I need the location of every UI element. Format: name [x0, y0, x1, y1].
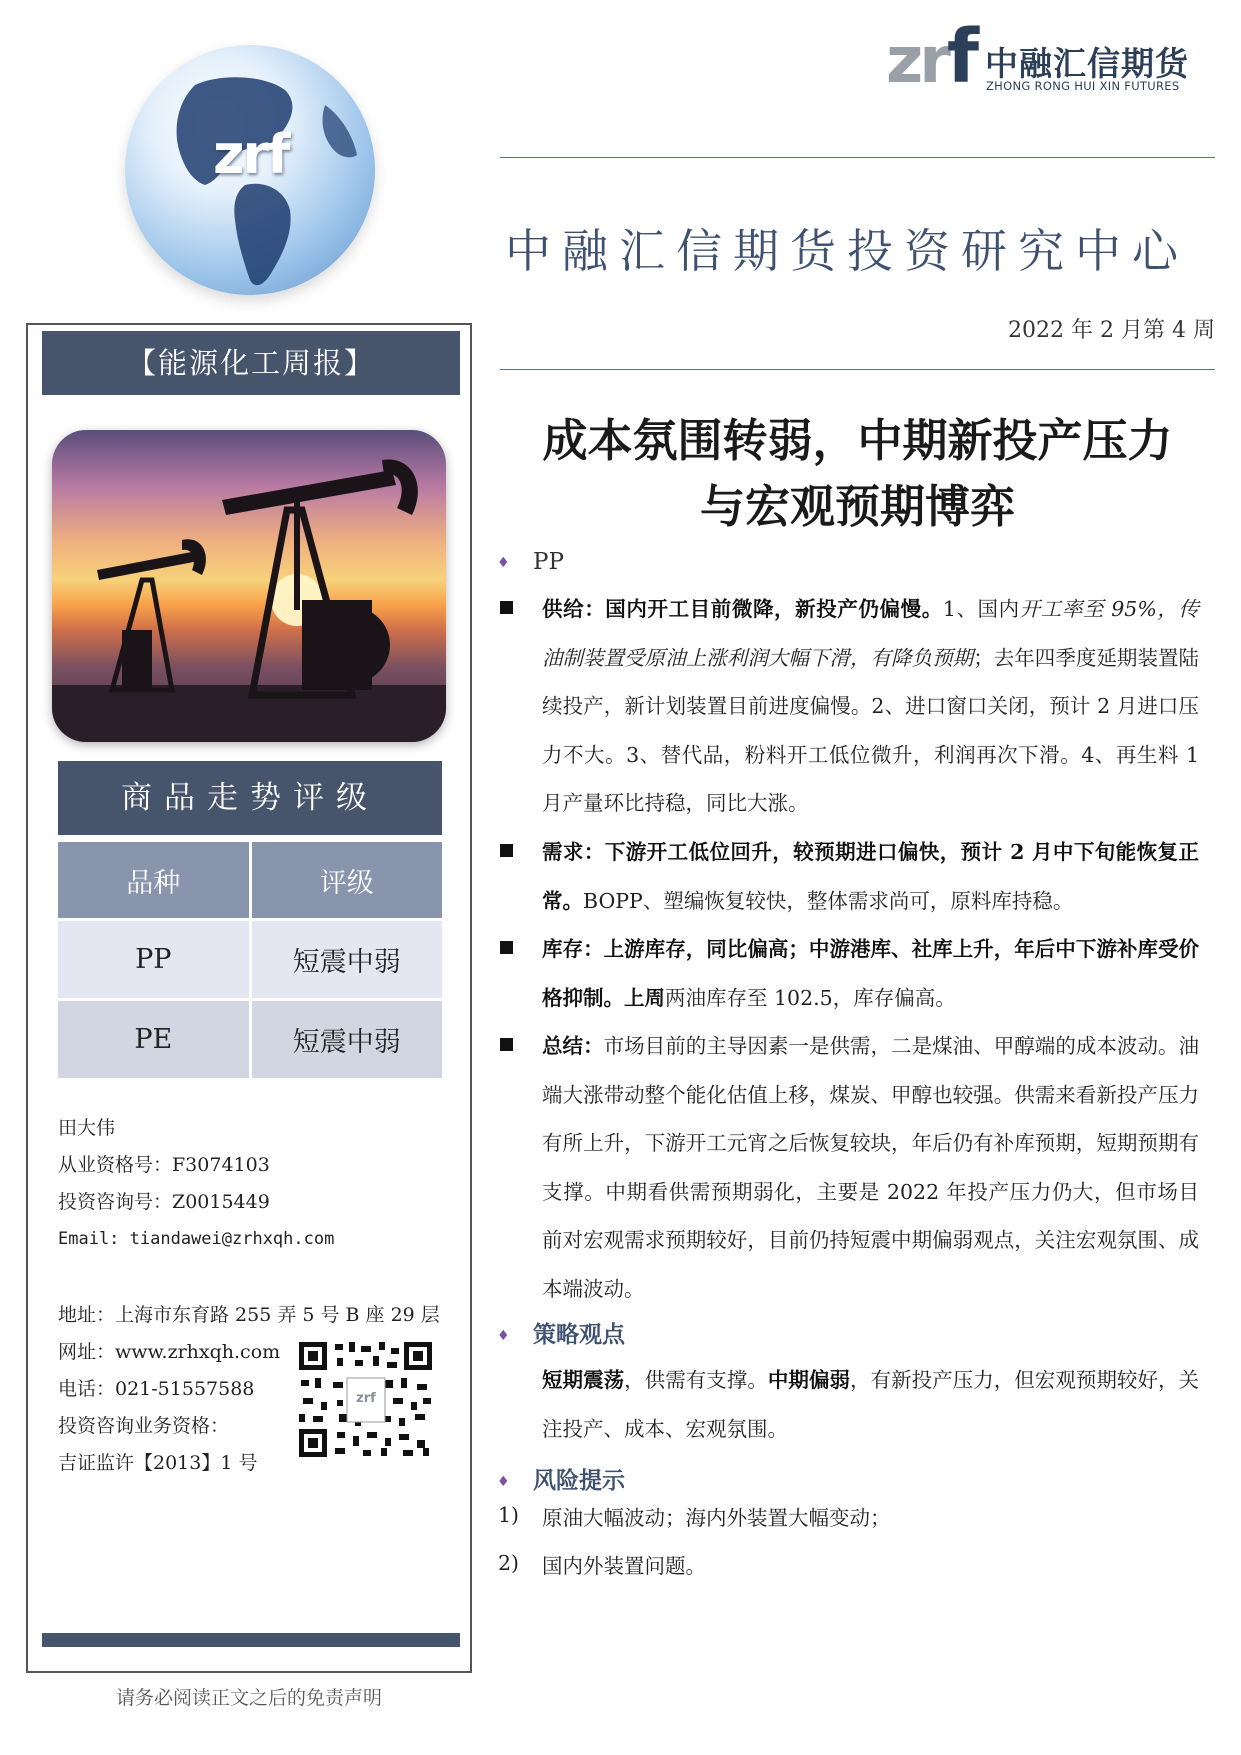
strategy-text-1: ，供需有支撑。: [624, 1368, 768, 1392]
rating-header-product: 品种: [58, 842, 249, 918]
report-title-line2: 与宏观预期博弈: [699, 480, 1015, 533]
demand-paragraph: [542, 828, 1199, 925]
license-label: 投资咨询业务资格：: [58, 1415, 230, 1437]
supply-text-1: 1、国内: [942, 597, 1020, 621]
rating-value: 短震中弱: [249, 918, 442, 998]
summary-paragraph: [542, 1022, 1199, 1313]
qr-logo-text: zrf: [356, 1391, 376, 1406]
report-type-banner: 【能源化工周报】: [42, 331, 460, 395]
strategy-bold-2: 中期偏弱: [767, 1368, 851, 1392]
company-phone: 电话：021-51557588: [58, 1378, 255, 1400]
oil-pump-photo: [52, 430, 446, 742]
disclaimer: 请务必阅读正文之后的免责声明: [115, 1687, 382, 1709]
supply-text-2: 开工率至 95%，传油制装置受原油上涨利润大幅下滑，有降负预期: [542, 597, 1199, 670]
supply-lead: 供给：国内开工目前微降，新投产仍偏慢。: [542, 597, 943, 621]
globe-logo-text: zrf: [213, 123, 289, 186]
logo-zr: zr: [886, 24, 947, 98]
sidebar-bottom-bar: [42, 1633, 460, 1647]
section-risk-label: 风险提示: [533, 1467, 625, 1494]
report-title-line1: 成本氛围转弱，中期新投产压力: [542, 414, 1173, 467]
bullet-square-icon: [500, 601, 513, 614]
section-pp-label: PP: [533, 549, 564, 575]
report-title: [500, 408, 1215, 540]
section-marker-icon: ♦: [497, 555, 510, 571]
logo-f: f: [946, 14, 976, 100]
risk-number: 1): [498, 1503, 520, 1527]
company-name-en: ZHONG RONG HUI XIN FUTURES: [986, 79, 1180, 93]
company-name-cn: 中融汇信期货: [985, 44, 1189, 83]
bullet-square-icon: [500, 1038, 513, 1051]
qualification-number: 从业资格号：F3074103: [58, 1154, 270, 1176]
analyst-email[interactable]: Email: tiandawei@zrhxqh.com: [58, 1229, 335, 1249]
section-marker-icon: ♦: [497, 1474, 510, 1490]
license-number: 吉证监许【2013】1 号: [58, 1452, 258, 1474]
bullet-square-icon: [500, 844, 513, 857]
research-center-title: 中融汇信期货投资研究中心: [505, 224, 1189, 278]
title-divider: [500, 369, 1215, 370]
company-address: 地址：上海市东育路 255 弄 5 号 B 座 29 层: [58, 1304, 440, 1326]
rating-table: [58, 842, 442, 1078]
demand-lead: 需求：下游开工低位回升，较预期进口偏快，预计 2 月中下旬能恢复正常。: [542, 840, 1199, 913]
rating-product: PP: [58, 918, 249, 998]
oil-pump-silhouette: [52, 430, 446, 742]
rating-header-rating: 评级: [249, 842, 442, 918]
risk-item: 国内外装置问题。: [542, 1554, 706, 1578]
rating-value: 短震中弱: [249, 998, 442, 1078]
globe-graphic: [125, 45, 375, 295]
section-strategy-label: 策略观点: [533, 1321, 625, 1348]
bullet-square-icon: [500, 941, 513, 954]
supply-text-3: ；去年四季度延期装置陆续投产，新计划装置目前进度偏慢。2、进口窗口关闭，预计 2 月进口压力不大。3、替代品，粉料开工低位微升，利润再次下滑。4、再生料 1 月产量环比持稳，同比大涨。: [542, 645, 1200, 815]
rating-banner: 商品走势评级: [58, 761, 442, 835]
section-risk: [497, 1462, 625, 1495]
table-row: [58, 998, 442, 1078]
risk-item: 原油大幅波动；海内外装置大幅变动；: [542, 1506, 891, 1530]
section-marker-icon: ♦: [497, 1328, 510, 1344]
table-row: [58, 918, 442, 998]
inventory-mid: 上周: [624, 985, 665, 1010]
analyst-contact: [58, 1110, 334, 1258]
section-pp: [497, 548, 564, 575]
supply-paragraph: [542, 585, 1199, 828]
strategy-bold-1: 短期震荡: [542, 1368, 625, 1392]
demand-text: BOPP、塑编恢复较快，整体需求尚可，原料库持稳。: [583, 888, 1074, 913]
inventory-paragraph: [542, 925, 1199, 1022]
rating-product: PE: [58, 998, 249, 1078]
header-divider: [500, 157, 1215, 158]
risk-number: 2): [498, 1551, 520, 1575]
summary-lead: 总结：: [542, 1034, 604, 1058]
qr-code-graphic: [297, 1340, 434, 1459]
analyst-name: 田大伟: [58, 1117, 116, 1139]
summary-text: 市场目前的主导因素一是供需，二是煤油、甲醇端的成本波动。油端大涨带动整个能化估值上移，煤炭、甲醇也较强。供需来看新投产压力有所上升，下游开工元宵之后恢复较块，年后仍有补库预期，短期预期有支撑。中期看供需预期弱化，主要是 2022 年投产压力仍大，但市场目前对宏观需求预期较好，目前仍持短震中期偏弱观点，关注宏观氛围、成本端波动。: [542, 1034, 1200, 1301]
consult-number: 投资咨询号：Z0015449: [58, 1191, 270, 1213]
inventory-lead: 库存：上游库存，同比偏高；中游港库、社库上升，年后中下游补库受价格抑制。: [542, 937, 1199, 1010]
company-website[interactable]: 网址：www.zrhxqh.com: [58, 1341, 281, 1363]
company-logo-mark: [886, 14, 976, 100]
report-week: 2022 年 2 月第 4 周: [1008, 318, 1215, 343]
qr-code: [297, 1340, 434, 1459]
inventory-text: 两油库存至 102.5，库存偏高。: [665, 985, 956, 1010]
strategy-paragraph: [542, 1356, 1199, 1453]
strategy-text-2: ，有新投产压力，但宏观预期较好，关注投产、成本、宏观氛围。: [542, 1368, 1200, 1441]
section-strategy: [497, 1316, 625, 1349]
